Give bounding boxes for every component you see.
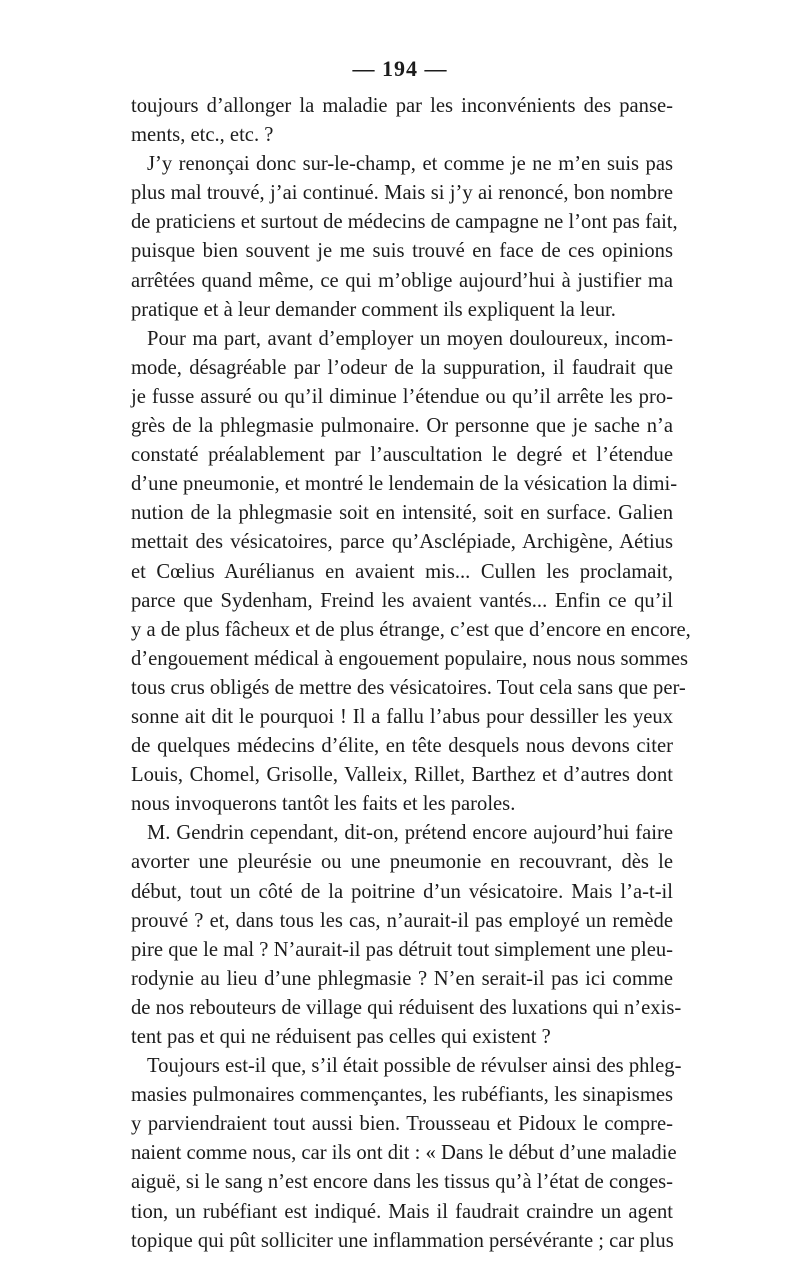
text-line: sonne ait dit le pourquoi ! Il a fallu l’abus pour dessiller les yeux [131, 705, 673, 728]
text-line: de nos rebouteurs de village qui réduisent des luxations qui n’exis- [131, 996, 682, 1019]
text-line: nution de la phlegmasie soit en intensité, soit en surface. Galien [131, 502, 673, 525]
text-line: topique qui pût solliciter une inflammation persévérante ; car plus [131, 1229, 674, 1252]
text-line: tion, un rubéfiant est indiqué. Mais il faudrait craindre un agent [131, 1200, 673, 1223]
page-body [131, 92, 691, 1256]
text-line: avorter une pleurésie ou une pneumonie en recouvrant, dès le [131, 851, 673, 874]
text-line: grès de la phlegmasie pulmonaire. Or personne que je sache n’a [131, 415, 673, 438]
text-line: toujours d’allonger la maladie par les inconvénients des panse- [131, 95, 673, 117]
text-line: Louis, Chomel, Grisolle, Valleix, Rillet, Barthez et d’autres dont [131, 764, 673, 787]
text-line: nous invoquerons tantôt les faits et les paroles. [131, 793, 516, 816]
text-line: Pour ma part, avant d’employer un moyen douloureux, incom- [147, 327, 673, 350]
text-line: ments, etc., etc. ? [131, 124, 274, 147]
text-line: prouvé ? et, dans tous les cas, n’aurait-il pas employé un remède [131, 909, 673, 932]
paragraph [131, 1052, 682, 1256]
text-line: y parviendraient tout aussi bien. Trousseau et Pidoux le compre- [131, 1113, 673, 1136]
text-line: mode, désagréable par l’odeur de la suppuration, il faudrait que [131, 356, 673, 379]
text-line: arrêtées quand même, ce qui m’oblige aujourd’hui à justifier ma [131, 269, 673, 292]
text-line: et Cœlius Aurélianus en avaient mis... Cullen les proclamait, [131, 560, 673, 583]
text-line: pire que le mal ? N’aurait-il pas détruit tout simplement une pleu- [131, 938, 673, 961]
text-line: plus mal trouvé, j’ai continué. Mais si j’y ai renoncé, bon nombre [131, 182, 673, 205]
text-line: parce que Sydenham, Freind les avaient vantés... Enfin ce qu’il [131, 589, 673, 612]
text-line: mettait des vésicatoires, parce qu’Asclépiade, Archigène, Aétius [131, 531, 673, 554]
text-line: tent pas et qui ne réduisent pas celles qui existent ? [131, 1026, 551, 1048]
text-line: d’engouement médical à engouement populaire, nous nous sommes [131, 647, 689, 670]
text-line: de praticiens et surtout de médecins de campagne ne l’ont pas fait, [131, 211, 678, 234]
text-line: J’y renonçai donc sur-le-champ, et comme je ne m’en suis pas [147, 153, 673, 176]
text-line: y a de plus fâcheux et de plus étrange, c’est que d’encore en encore, [131, 618, 691, 641]
page-number: — 194 — [352, 56, 448, 81]
paragraph [131, 92, 673, 150]
paragraph [131, 150, 678, 325]
text-line: je fusse assuré ou qu’il diminue l’étendue ou qu’il arrête les pro- [131, 385, 673, 408]
paragraph [131, 819, 682, 1052]
text-line: M. Gendrin cependant, dit-on, prétend encore aujourd’hui faire [147, 822, 673, 845]
text-line: naient comme nous, car ils ont dit : « Dans le début d’une maladie [131, 1142, 677, 1165]
text-line: aiguë, si le sang n’est encore dans les tissus qu’à l’état de conges- [131, 1171, 673, 1194]
text-line: d’une pneumonie, et montré le lendemain de la vésication la dimi- [131, 473, 678, 496]
text-line: début, tout un côté de la poitrine d’un vésicatoire. Mais l’a-t-il [131, 880, 673, 903]
text-line: puisque bien souvent je me suis trouvé en face de ces opinions [131, 240, 673, 263]
text-line: masies pulmonaires commençantes, les rubéfiants, les sinapismes [131, 1084, 673, 1107]
text-line: de quelques médecins d’élite, en tête desquels nous devons citer [131, 735, 673, 758]
paragraph [131, 325, 691, 820]
text-line: rodynie au lieu d’une phlegmasie ? N’en serait-il pas ici comme [131, 967, 673, 990]
text-line: Toujours est-il que, s’il était possible de révulser ainsi des phleg- [147, 1055, 682, 1078]
text-line: constaté préalablement par l’auscultation le degré et l’étendue [131, 444, 673, 467]
text-line: pratique et à leur demander comment ils expliquent la leur. [131, 298, 616, 321]
text-line: tous crus obligés de mettre des vésicatoires. Tout cela sans que per- [131, 676, 686, 699]
